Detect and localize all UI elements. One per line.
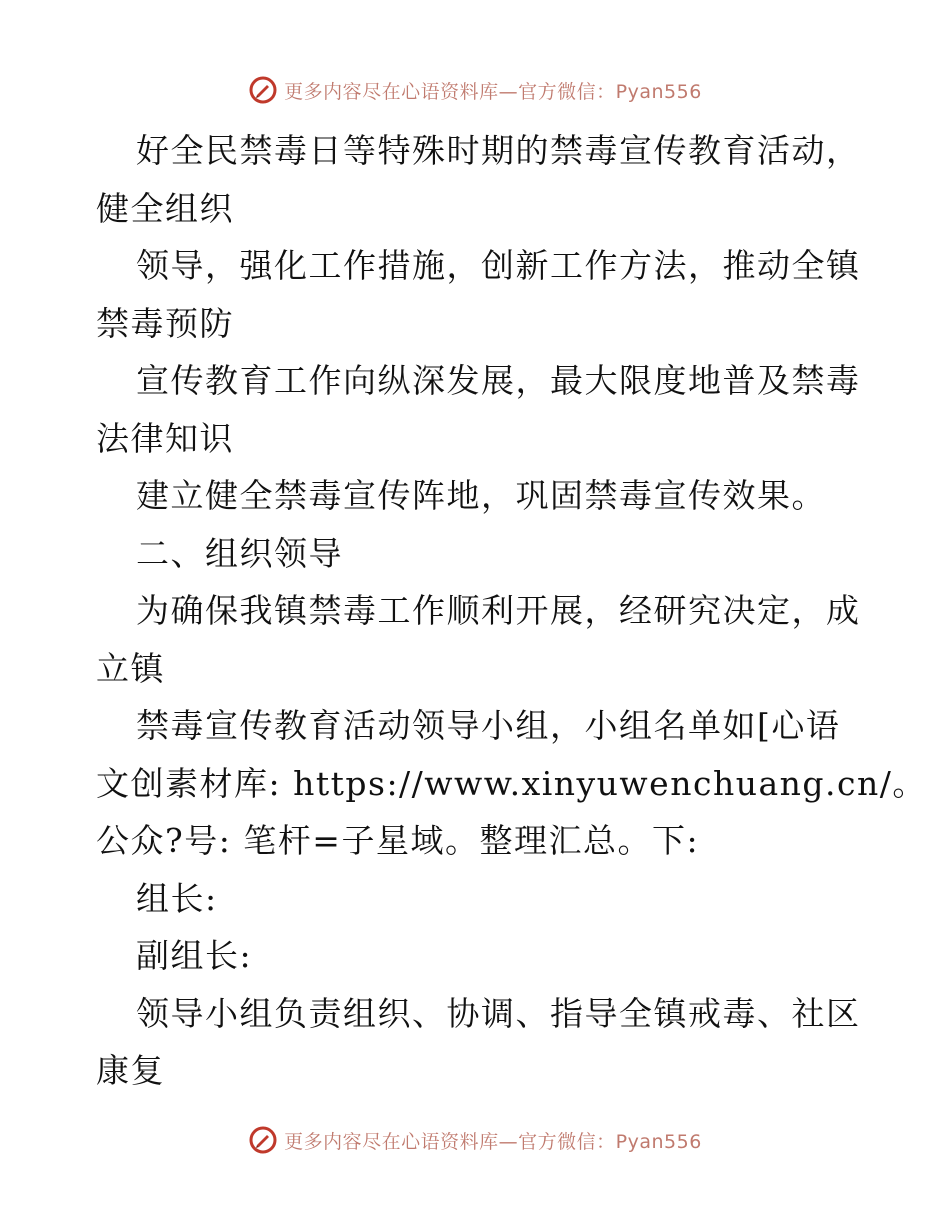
text-line: 禁毒宣传教育活动领导小组，小组名单如[心语 — [136, 706, 841, 745]
text-line: 立镇 — [96, 648, 165, 688]
text-line: 副组长: — [136, 936, 253, 975]
text-line: 为确保我镇禁毒工作顺利开展，经研究决定，成 — [136, 591, 861, 630]
footer-banner-text: 更多内容尽在心语资料库—官方微信：Pyan556 — [284, 1130, 702, 1153]
text-line: 禁毒预防 — [96, 303, 234, 343]
header-banner-text: 更多内容尽在心语资料库—官方微信：Pyan556 — [284, 80, 702, 103]
text-line: 法律知识 — [96, 418, 234, 458]
footer-banner — [0, 1122, 950, 1158]
document-body — [96, 122, 927, 1100]
pen-logo-icon — [248, 1125, 278, 1155]
text-line: 宣传教育工作向纵深发展，最大限度地普及禁毒 — [136, 361, 861, 400]
pen-logo-icon — [248, 75, 278, 105]
text-line: 康复 — [96, 1051, 165, 1090]
text-line: 领导小组负责组织、协调、指导全镇戒毒、社区 — [136, 993, 861, 1033]
text-line: 领导，强化工作措施，创新工作方法，推动全镇 — [136, 246, 861, 285]
text-line: 文创素材库: https://www.xinyuwenchuang.cn/。 — [96, 763, 927, 803]
text-line: 组长: — [136, 878, 218, 918]
text-line: 建立健全禁毒宣传阵地，巩固禁毒宣传效果。 — [136, 476, 826, 515]
text-line: 好全民禁毒日等特殊时期的禁毒宣传教育活动， — [136, 131, 861, 170]
text-line: 健全组织 — [96, 188, 234, 228]
text-line: 公众?号: 笔杆=子星域。整理汇总。下: — [96, 821, 700, 860]
section-heading: 二、组织领导 — [136, 533, 343, 573]
header-banner — [0, 72, 950, 108]
